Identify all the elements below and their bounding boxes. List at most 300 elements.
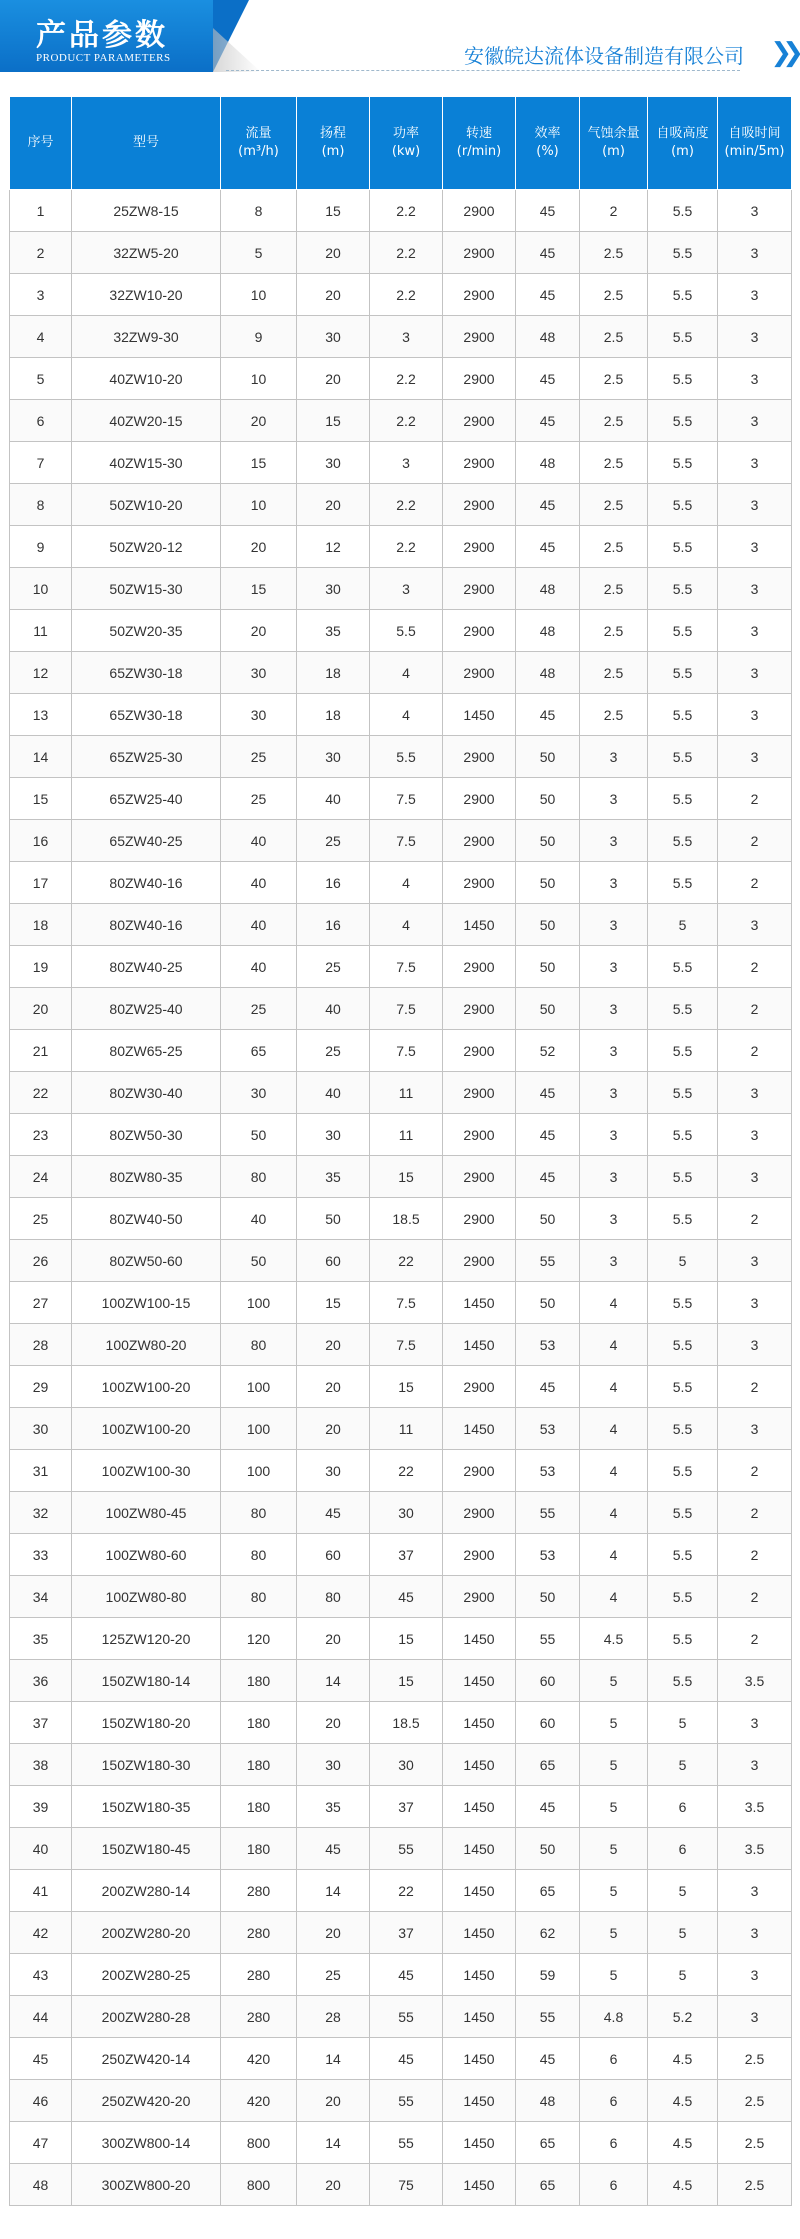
table-cell: 45 [10, 2038, 72, 2080]
table-cell: 15 [221, 568, 297, 610]
table-cell: 3.5 [718, 1786, 792, 1828]
table-cell: 300ZW800-14 [72, 2122, 221, 2164]
table-cell: 60 [297, 1534, 370, 1576]
column-header: 扬程 (m) [297, 97, 370, 190]
table-cell: 2900 [443, 1366, 516, 1408]
table-row [10, 2122, 792, 2164]
table-cell: 5.5 [648, 988, 718, 1030]
table-cell: 2.5 [718, 2038, 792, 2080]
table-cell: 20 [297, 1324, 370, 1366]
header-divider [226, 70, 740, 71]
table-cell: 14 [297, 2122, 370, 2164]
table-cell: 50ZW20-12 [72, 526, 221, 568]
table-cell: 5.5 [648, 1492, 718, 1534]
table-row [10, 1576, 792, 1618]
table-cell: 2 [718, 988, 792, 1030]
table-cell: 80 [221, 1156, 297, 1198]
table-cell: 100 [221, 1282, 297, 1324]
column-header: 型号 [72, 97, 221, 190]
table-cell: 10 [10, 568, 72, 610]
table-cell: 5.5 [648, 862, 718, 904]
table-cell: 2900 [443, 400, 516, 442]
table-cell: 50ZW20-35 [72, 610, 221, 652]
table-cell: 2.5 [580, 316, 648, 358]
table-cell: 40ZW20-15 [72, 400, 221, 442]
table-cell: 2.5 [580, 274, 648, 316]
table-cell: 2 [718, 1030, 792, 1072]
table-cell: 45 [370, 1576, 443, 1618]
table-cell: 5 [648, 1954, 718, 1996]
table-cell: 5 [580, 1912, 648, 1954]
table-cell: 3 [718, 904, 792, 946]
table-cell: 80 [221, 1324, 297, 1366]
table-cell: 4 [580, 1534, 648, 1576]
table-cell: 2.2 [370, 358, 443, 400]
table-cell: 40 [221, 946, 297, 988]
table-cell: 80ZW50-60 [72, 1240, 221, 1282]
table-cell: 20 [297, 484, 370, 526]
table-cell: 50 [516, 736, 580, 778]
table-cell: 65ZW25-30 [72, 736, 221, 778]
table-cell: 50ZW10-20 [72, 484, 221, 526]
table-cell: 20 [297, 2080, 370, 2122]
table-cell: 40ZW10-20 [72, 358, 221, 400]
table-cell: 5.5 [648, 1114, 718, 1156]
table-row [10, 1912, 792, 1954]
table-cell: 32ZW5-20 [72, 232, 221, 274]
table-cell: 2900 [443, 862, 516, 904]
table-cell: 180 [221, 1828, 297, 1870]
table-cell: 53 [516, 1534, 580, 1576]
table-cell: 40 [10, 1828, 72, 1870]
table-cell: 1450 [443, 1996, 516, 2038]
table-cell: 55 [370, 1996, 443, 2038]
table-cell: 2900 [443, 1156, 516, 1198]
table-cell: 15 [297, 190, 370, 232]
table-cell: 1450 [443, 2164, 516, 2206]
table-cell: 120 [221, 1618, 297, 1660]
table-cell: 3 [718, 1408, 792, 1450]
double-chevron-right-icon: ❯❯ [770, 38, 794, 68]
table-cell: 4 [580, 1576, 648, 1618]
table-cell: 2.2 [370, 232, 443, 274]
table-cell: 80ZW30-40 [72, 1072, 221, 1114]
table-cell: 25 [10, 1198, 72, 1240]
table-cell: 2900 [443, 652, 516, 694]
table-cell: 3 [718, 1870, 792, 1912]
table-cell: 25 [221, 736, 297, 778]
table-cell: 3 [10, 274, 72, 316]
table-cell: 3 [718, 652, 792, 694]
table-cell: 5.5 [648, 190, 718, 232]
table-cell: 2.5 [580, 358, 648, 400]
table-cell: 3 [718, 1324, 792, 1366]
table-cell: 3 [580, 862, 648, 904]
table-cell: 1450 [443, 2038, 516, 2080]
table-cell: 6 [580, 2164, 648, 2206]
table-cell: 27 [10, 1282, 72, 1324]
table-cell: 42 [10, 1912, 72, 1954]
table-cell: 38 [10, 1744, 72, 1786]
table-cell: 6 [648, 1828, 718, 1870]
table-cell: 4 [370, 904, 443, 946]
table-cell: 80ZW25-40 [72, 988, 221, 1030]
table-row [10, 1114, 792, 1156]
table-cell: 50 [516, 904, 580, 946]
table-row [10, 568, 792, 610]
table-cell: 32ZW10-20 [72, 274, 221, 316]
table-cell: 5.5 [648, 232, 718, 274]
table-cell: 55 [370, 2080, 443, 2122]
table-cell: 15 [370, 1618, 443, 1660]
table-cell: 2 [718, 1366, 792, 1408]
table-cell: 5.5 [648, 316, 718, 358]
table-row [10, 1618, 792, 1660]
table-cell: 11 [370, 1408, 443, 1450]
table-cell: 125ZW120-20 [72, 1618, 221, 1660]
table-cell: 80 [221, 1534, 297, 1576]
table-cell: 14 [297, 1870, 370, 1912]
table-cell: 31 [10, 1450, 72, 1492]
table-cell: 4 [580, 1282, 648, 1324]
table-cell: 1450 [443, 1828, 516, 1870]
table-cell: 25 [297, 1030, 370, 1072]
table-cell: 3 [718, 610, 792, 652]
table-cell: 20 [297, 232, 370, 274]
table-cell: 48 [516, 442, 580, 484]
table-cell: 280 [221, 1912, 297, 1954]
table-row [10, 358, 792, 400]
table-cell: 10 [221, 484, 297, 526]
table-cell: 4.5 [648, 2164, 718, 2206]
table-cell: 8 [221, 190, 297, 232]
table-cell: 1450 [443, 1702, 516, 1744]
table-cell: 5.5 [648, 1576, 718, 1618]
table-cell: 7.5 [370, 820, 443, 862]
table-cell: 6 [648, 1786, 718, 1828]
table-row [10, 1702, 792, 1744]
table-cell: 65ZW25-40 [72, 778, 221, 820]
table-cell: 100ZW100-15 [72, 1282, 221, 1324]
table-cell: 200ZW280-28 [72, 1996, 221, 2038]
table-cell: 53 [516, 1408, 580, 1450]
table-cell: 100ZW80-20 [72, 1324, 221, 1366]
table-cell: 50ZW15-30 [72, 568, 221, 610]
table-cell: 40ZW15-30 [72, 442, 221, 484]
page-subtitle: PRODUCT PARAMETERS [36, 52, 171, 64]
table-cell: 80 [221, 1576, 297, 1618]
table-cell: 6 [580, 2080, 648, 2122]
table-cell: 60 [516, 1660, 580, 1702]
table-cell: 13 [10, 694, 72, 736]
table-cell: 5.5 [648, 568, 718, 610]
table-cell: 18.5 [370, 1198, 443, 1240]
table-cell: 3 [718, 1744, 792, 1786]
table-cell: 3 [718, 1702, 792, 1744]
table-cell: 2.5 [580, 484, 648, 526]
table-cell: 150ZW180-35 [72, 1786, 221, 1828]
table-cell: 2 [718, 820, 792, 862]
table-cell: 45 [516, 526, 580, 568]
table-cell: 29 [10, 1366, 72, 1408]
table-cell: 4 [370, 652, 443, 694]
table-row [10, 400, 792, 442]
table-cell: 5.5 [648, 442, 718, 484]
table-cell: 2.5 [580, 568, 648, 610]
table-cell: 41 [10, 1870, 72, 1912]
table-cell: 36 [10, 1660, 72, 1702]
table-cell: 2900 [443, 232, 516, 274]
table-cell: 37 [370, 1534, 443, 1576]
table-cell: 1450 [443, 904, 516, 946]
table-cell: 5.5 [648, 1072, 718, 1114]
table-cell: 30 [221, 694, 297, 736]
table-cell: 48 [516, 316, 580, 358]
table-cell: 2900 [443, 1576, 516, 1618]
table-cell: 80ZW40-25 [72, 946, 221, 988]
table-cell: 9 [221, 316, 297, 358]
table-cell: 5 [221, 232, 297, 274]
table-cell: 11 [370, 1072, 443, 1114]
table-cell: 5.5 [648, 778, 718, 820]
table-cell: 1450 [443, 1912, 516, 1954]
table-cell: 40 [221, 862, 297, 904]
table-cell: 420 [221, 2038, 297, 2080]
table-cell: 25 [297, 820, 370, 862]
table-cell: 30 [297, 1450, 370, 1492]
table-cell: 2.5 [580, 694, 648, 736]
table-cell: 15 [10, 778, 72, 820]
product-parameters-table [9, 96, 792, 2206]
table-cell: 20 [297, 1702, 370, 1744]
table-cell: 22 [370, 1450, 443, 1492]
table-cell: 50 [221, 1240, 297, 1282]
table-cell: 5.5 [648, 652, 718, 694]
table-cell: 80 [297, 1576, 370, 1618]
table-cell: 50 [516, 1576, 580, 1618]
table-cell: 20 [221, 400, 297, 442]
table-cell: 48 [10, 2164, 72, 2206]
table-cell: 19 [10, 946, 72, 988]
table-cell: 4.5 [648, 2038, 718, 2080]
table-header-row [10, 97, 792, 190]
table-cell: 50 [516, 820, 580, 862]
table-row [10, 2038, 792, 2080]
table-cell: 80ZW40-16 [72, 862, 221, 904]
table-cell: 5 [580, 1954, 648, 1996]
table-cell: 55 [516, 1996, 580, 2038]
table-cell: 3 [718, 1072, 792, 1114]
table-cell: 5.5 [648, 1198, 718, 1240]
table-cell: 45 [516, 1786, 580, 1828]
table-cell: 5.5 [648, 694, 718, 736]
company-name: 安徽皖达流体设备制造有限公司 [464, 44, 744, 68]
table-cell: 32 [10, 1492, 72, 1534]
table-row [10, 1198, 792, 1240]
table-cell: 40 [297, 988, 370, 1030]
table-row [10, 778, 792, 820]
table-cell: 5.5 [648, 1534, 718, 1576]
table-cell: 2 [718, 946, 792, 988]
table-cell: 10 [221, 358, 297, 400]
table-cell: 5 [648, 1912, 718, 1954]
table-row [10, 316, 792, 358]
column-header: 功率 (kw) [370, 97, 443, 190]
table-cell: 80ZW80-35 [72, 1156, 221, 1198]
table-cell: 2.5 [718, 2164, 792, 2206]
table-cell: 65 [516, 1870, 580, 1912]
table-cell: 5.5 [648, 1618, 718, 1660]
table-cell: 100ZW100-20 [72, 1366, 221, 1408]
table-cell: 3 [718, 190, 792, 232]
table-cell: 5 [648, 1870, 718, 1912]
table-cell: 5 [10, 358, 72, 400]
table-cell: 3 [718, 694, 792, 736]
table-cell: 3 [718, 1996, 792, 2038]
table-cell: 55 [516, 1240, 580, 1282]
table-row [10, 820, 792, 862]
table-cell: 5 [580, 1870, 648, 1912]
table-cell: 60 [516, 1702, 580, 1744]
table-cell: 48 [516, 610, 580, 652]
table-cell: 20 [297, 274, 370, 316]
table-cell: 4.8 [580, 1996, 648, 2038]
table-cell: 34 [10, 1576, 72, 1618]
table-cell: 4.5 [648, 2080, 718, 2122]
table-cell: 1450 [443, 1282, 516, 1324]
column-header: 序号 [10, 97, 72, 190]
table-cell: 14 [10, 736, 72, 778]
table-cell: 100ZW80-60 [72, 1534, 221, 1576]
table-cell: 50 [516, 946, 580, 988]
table-cell: 2.5 [580, 526, 648, 568]
table-row [10, 1366, 792, 1408]
table-cell: 80 [221, 1492, 297, 1534]
table-cell: 35 [10, 1618, 72, 1660]
table-cell: 20 [297, 1366, 370, 1408]
table-cell: 53 [516, 1450, 580, 1492]
table-cell: 7.5 [370, 1324, 443, 1366]
table-cell: 3 [718, 526, 792, 568]
table-cell: 25 [297, 1954, 370, 1996]
table-row [10, 1744, 792, 1786]
table-row [10, 442, 792, 484]
table-cell: 180 [221, 1660, 297, 1702]
table-cell: 30 [370, 1744, 443, 1786]
column-header: 转速 (r/min) [443, 97, 516, 190]
table-cell: 5.5 [648, 1660, 718, 1702]
table-cell: 45 [297, 1828, 370, 1870]
table-cell: 150ZW180-30 [72, 1744, 221, 1786]
table-row [10, 1786, 792, 1828]
table-cell: 65ZW30-18 [72, 694, 221, 736]
table-cell: 47 [10, 2122, 72, 2164]
table-cell: 3 [718, 316, 792, 358]
table-cell: 45 [516, 694, 580, 736]
table-cell: 3 [718, 1282, 792, 1324]
table-cell: 6 [10, 400, 72, 442]
table-cell: 2 [580, 190, 648, 232]
table-cell: 16 [10, 820, 72, 862]
table-cell: 44 [10, 1996, 72, 2038]
table-cell: 25 [221, 778, 297, 820]
table-cell: 3 [718, 358, 792, 400]
table-cell: 5 [648, 1702, 718, 1744]
column-header: 自吸高度 (m) [648, 97, 718, 190]
table-cell: 100 [221, 1450, 297, 1492]
table-cell: 20 [221, 526, 297, 568]
table-cell: 2900 [443, 484, 516, 526]
table-body [10, 190, 792, 2206]
table-cell: 2900 [443, 1492, 516, 1534]
table-cell: 2900 [443, 568, 516, 610]
table-cell: 1450 [443, 694, 516, 736]
table-cell: 2 [718, 1576, 792, 1618]
table-cell: 10 [221, 274, 297, 316]
table-cell: 2.2 [370, 526, 443, 568]
table-row [10, 694, 792, 736]
table-cell: 5 [648, 904, 718, 946]
table-cell: 2900 [443, 1450, 516, 1492]
table-cell: 3 [580, 778, 648, 820]
table-cell: 2900 [443, 190, 516, 232]
table-cell: 32ZW9-30 [72, 316, 221, 358]
table-cell: 2900 [443, 316, 516, 358]
table-cell: 2.2 [370, 484, 443, 526]
table-cell: 14 [297, 1660, 370, 1702]
table-cell: 16 [297, 862, 370, 904]
table-cell: 5.5 [648, 1156, 718, 1198]
table-cell: 2900 [443, 358, 516, 400]
table-cell: 55 [516, 1492, 580, 1534]
table-cell: 2.2 [370, 400, 443, 442]
table-cell: 2 [718, 1198, 792, 1240]
table-cell: 8 [10, 484, 72, 526]
table-cell: 53 [516, 1324, 580, 1366]
table-cell: 50 [516, 1198, 580, 1240]
table-cell: 21 [10, 1030, 72, 1072]
table-cell: 100 [221, 1366, 297, 1408]
table-cell: 1450 [443, 1786, 516, 1828]
table-cell: 80ZW50-30 [72, 1114, 221, 1156]
table-cell: 3 [718, 1912, 792, 1954]
table-cell: 5.5 [648, 1030, 718, 1072]
table-cell: 45 [516, 484, 580, 526]
table-cell: 45 [516, 190, 580, 232]
table-cell: 1450 [443, 1870, 516, 1912]
table-cell: 35 [297, 1156, 370, 1198]
table-cell: 35 [297, 610, 370, 652]
table-cell: 52 [516, 1030, 580, 1072]
table-cell: 22 [370, 1240, 443, 1282]
table-cell: 20 [297, 1912, 370, 1954]
table-cell: 30 [10, 1408, 72, 1450]
table-cell: 3 [718, 400, 792, 442]
table-cell: 5.5 [648, 484, 718, 526]
table-cell: 5.5 [648, 610, 718, 652]
table-cell: 5.5 [648, 820, 718, 862]
table-cell: 80ZW65-25 [72, 1030, 221, 1072]
table-cell: 3 [370, 568, 443, 610]
table-cell: 20 [221, 610, 297, 652]
table-row [10, 2164, 792, 2206]
table-cell: 4.5 [580, 1618, 648, 1660]
table-cell: 28 [297, 1996, 370, 2038]
table-cell: 30 [297, 442, 370, 484]
table-cell: 5.5 [648, 274, 718, 316]
table-cell: 45 [297, 1492, 370, 1534]
table-cell: 46 [10, 2080, 72, 2122]
